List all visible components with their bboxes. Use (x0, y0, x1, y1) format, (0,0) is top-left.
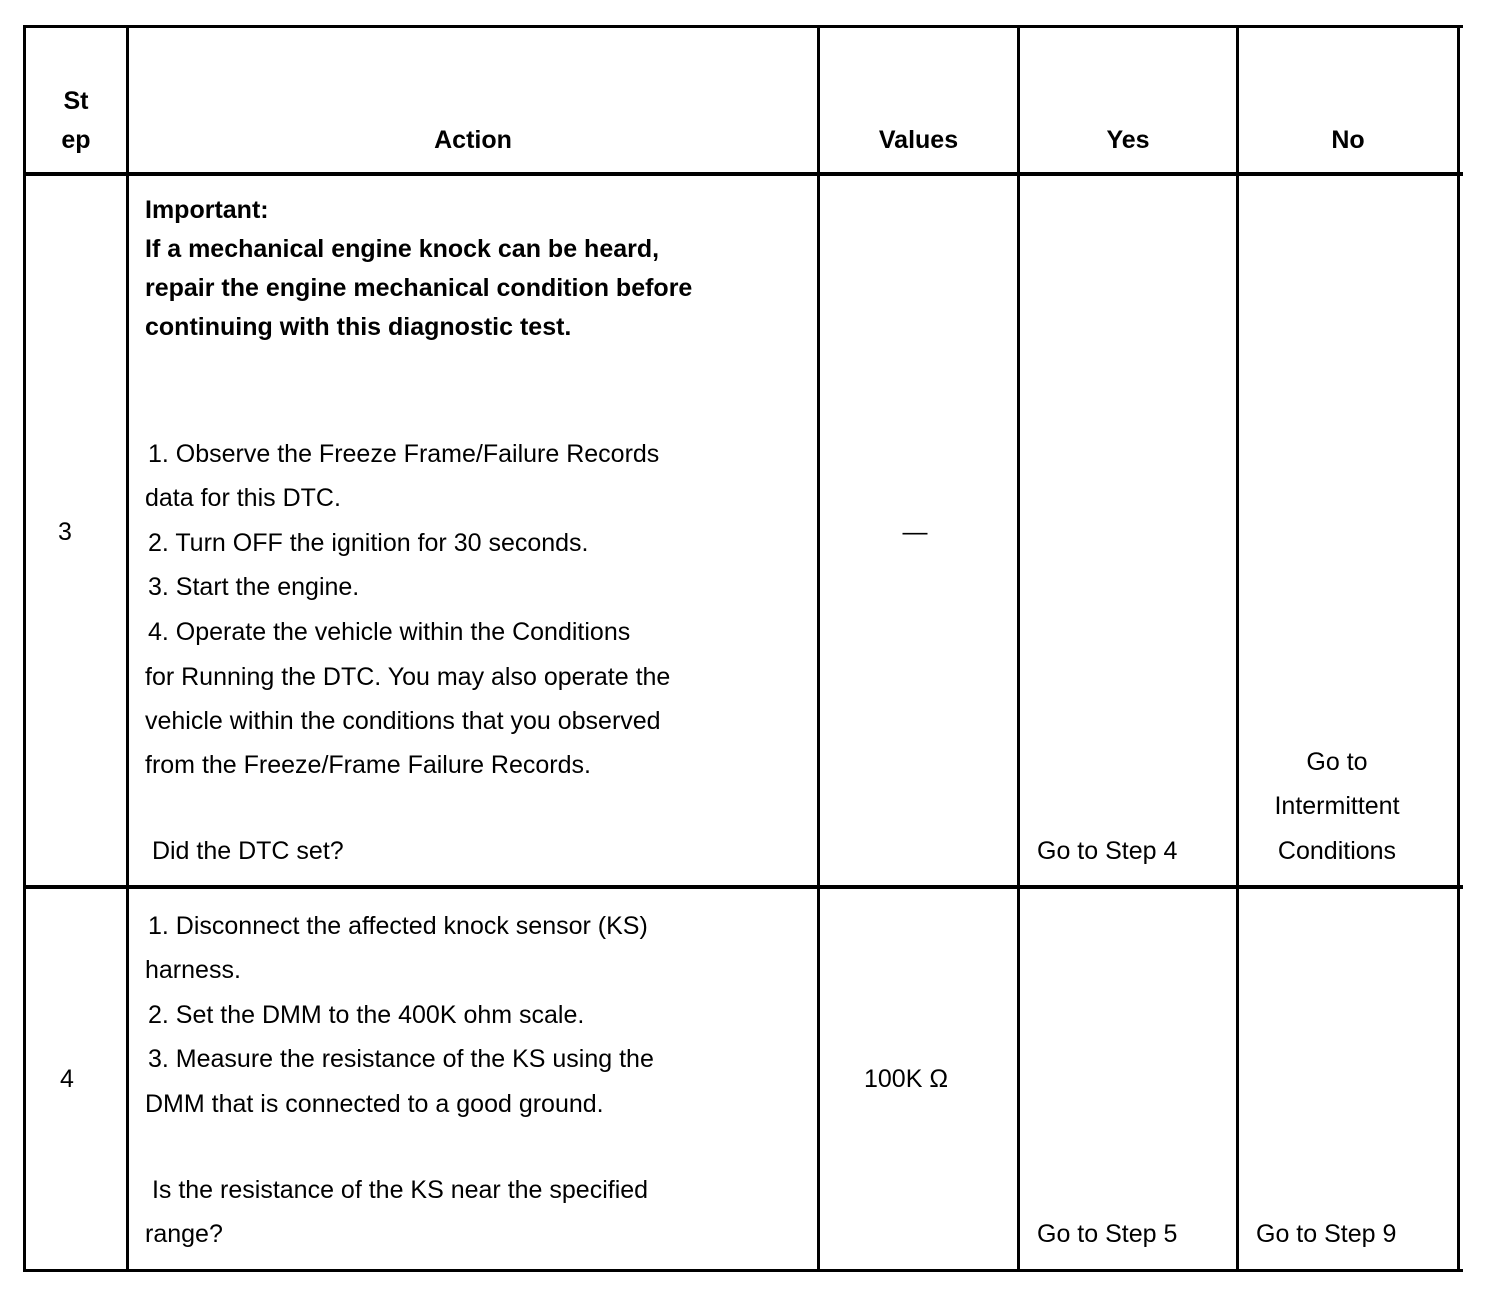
header-yes: Yes (1106, 126, 1150, 154)
table-border-right (1457, 25, 1460, 1272)
header-divider (23, 172, 1463, 176)
no-link-line[interactable]: Intermittent (1274, 792, 1400, 820)
action-step-line: vehicle within the conditions that you observed (145, 707, 661, 735)
column-divider-no (1236, 25, 1239, 1272)
action-step-line: 2. Turn OFF the ignition for 30 seconds. (148, 529, 589, 557)
action-step-line: 4. Operate the vehicle within the Conditions (148, 618, 631, 646)
yes-link[interactable]: Go to Step 5 (1037, 1220, 1178, 1248)
diagnostic-question: range? (145, 1220, 223, 1248)
table-border-top (23, 25, 1463, 28)
action-step-line: from the Freeze/Frame Failure Records. (145, 751, 591, 779)
header-step-line2: ep (61, 126, 91, 154)
header-action: Action (434, 126, 512, 154)
step-number: 4 (60, 1065, 74, 1093)
action-step-line: for Running the DTC. You may also operate the (145, 663, 671, 691)
table-border-bottom (23, 1269, 1463, 1272)
diagnostic-question: Did the DTC set? (145, 837, 344, 865)
action-step-line: 3. Measure the resistance of the KS using the (148, 1045, 654, 1073)
row-divider (23, 885, 1463, 889)
action-step-line: 1. Observe the Freeze Frame/Failure Records (148, 440, 660, 468)
step-number: 3 (58, 518, 72, 546)
important-text-line: continuing with this diagnostic test. (145, 313, 572, 341)
column-divider-yes (1017, 25, 1020, 1272)
action-step-line: 2. Set the DMM to the 400K ohm scale. (148, 1001, 585, 1029)
action-step-line: data for this DTC. (145, 484, 341, 512)
important-text-line: If a mechanical engine knock can be heard, (145, 235, 660, 263)
important-text-line: repair the engine mechanical condition before (145, 274, 693, 302)
no-link-line[interactable]: Conditions (1277, 837, 1397, 865)
spec-value: — (902, 518, 928, 546)
header-no: No (1331, 126, 1365, 154)
important-label: Important: (145, 196, 269, 224)
action-step-line: DMM that is connected to a good ground. (145, 1090, 604, 1118)
spec-value: 100K Ω (864, 1065, 949, 1093)
action-step-line: 1. Disconnect the affected knock sensor (KS) (148, 912, 648, 940)
yes-link[interactable]: Go to Step 4 (1037, 837, 1178, 865)
column-divider-action (126, 25, 129, 1272)
no-link[interactable]: Go to Step 9 (1256, 1220, 1397, 1248)
diagnostic-question: Is the resistance of the KS near the specified (145, 1176, 649, 1204)
no-link-line[interactable]: Go to (1306, 748, 1368, 776)
header-step-line1: St (63, 87, 89, 115)
action-step-line: harness. (145, 956, 241, 984)
column-divider-values (817, 25, 820, 1272)
table-border-left (23, 25, 26, 1272)
action-step-line: 3. Start the engine. (148, 573, 360, 601)
header-values: Values (878, 126, 959, 154)
